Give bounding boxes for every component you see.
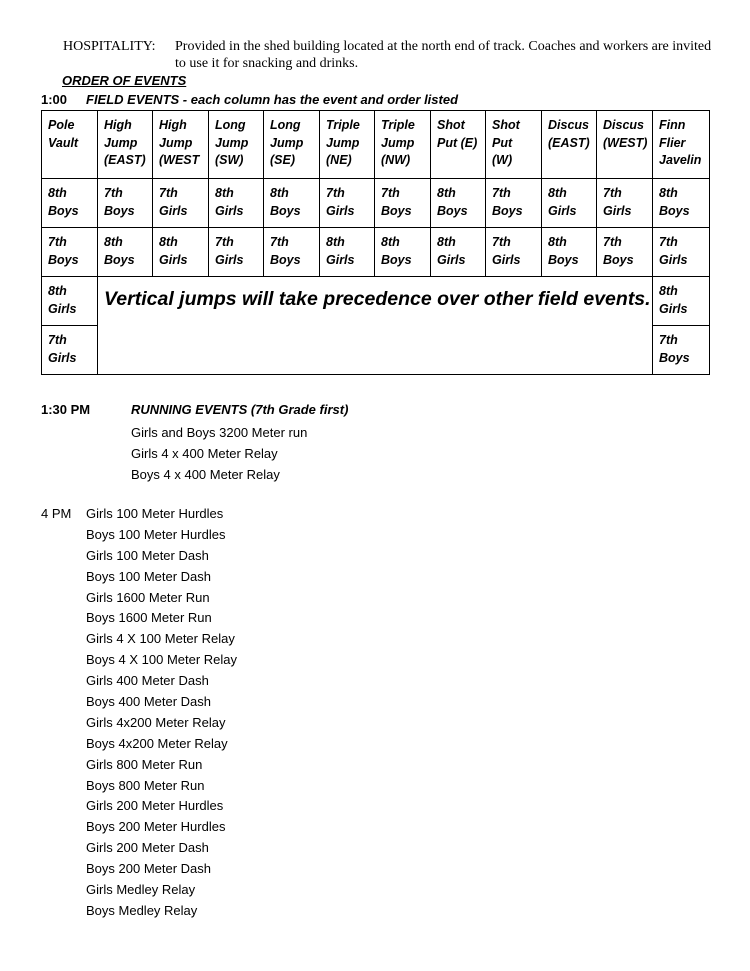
cell-line: Girls [159,252,188,267]
cell-line: (WEST [159,153,200,167]
four-pm-events-list [86,505,237,923]
cell-line: 8th [437,186,456,200]
table-cell [653,326,710,375]
cell-line: Jump [104,135,138,150]
list-item: Girls 200 Meter Dash [86,840,209,856]
cell-line: 8th [437,235,456,249]
list-item: Girls 1600 Meter Run [86,589,210,605]
cell-line: 7th [48,333,67,347]
table-cell [597,179,653,228]
field-events-title: FIELD EVENTS - each column has the event and order listed [86,92,459,107]
cell-line: 7th [603,186,622,200]
cell-line: Put (E) [437,135,478,150]
cell-line: Girls [548,203,577,218]
cell-line: 8th [270,186,289,200]
four-pm-time: 4 PM [41,506,72,521]
cell-line: Girls [659,252,688,267]
cell-line: 7th [270,235,289,249]
cell-line: Discus [603,118,644,132]
cell-line: Boys [492,203,523,218]
list-item: Boys 1600 Meter Run [86,610,212,626]
table-cell [320,179,375,228]
column-header [375,111,431,179]
cell-line: (SW) [215,153,244,167]
cell-line: 8th [104,235,123,249]
list-item: Boys 4 X 100 Meter Relay [86,652,238,668]
cell-line: Boys [104,203,135,218]
cell-line: Boys [104,252,135,267]
running-events-title: RUNNING EVENTS (7th Grade first) [131,402,349,417]
hospitality-text: Provided in the shed building located at the north end of track. Coaches and workers are invited to use it for snacking and drinks. [175,39,712,71]
cell-line: Girls [659,301,688,316]
table-cell [431,179,486,228]
cell-line: 7th [603,235,622,249]
cell-line: 8th [159,235,178,249]
cell-line: Girls [326,252,355,267]
cell-line: Javelin [659,153,702,167]
cell-line: 8th [659,284,678,298]
list-item: Girls 800 Meter Run [86,756,203,772]
cell-line: Boys [270,252,301,267]
cell-line: 8th [215,186,234,200]
cell-line: (EAST) [104,153,146,167]
table-cell [486,179,542,228]
cell-line: Boys [48,252,79,267]
list-item: Boys 4x200 Meter Relay [86,735,228,751]
list-item: Boys 200 Meter Dash [86,861,212,877]
table-cell [542,179,597,228]
cell-line: High [159,118,187,132]
cell-line: Jump [215,135,249,150]
table-row [42,179,710,228]
cell-line: Shot [437,118,465,132]
table-cell [375,179,431,228]
cell-line: 7th [492,235,511,249]
cell-line: 7th [659,333,678,347]
table-cell [542,228,597,277]
cell-line: 7th [381,186,400,200]
cell-line: 7th [492,186,511,200]
cell-line: (EAST) [548,135,590,150]
list-item: Boys 100 Meter Dash [86,568,212,584]
cell-line: 8th [548,186,567,200]
cell-line: Pole [48,118,75,132]
table-cell [209,228,264,277]
column-header [153,111,209,179]
cell-line: Put [492,135,513,150]
table-row [42,277,710,326]
cell-line: Finn [659,118,686,132]
cell-line: Boys [381,252,412,267]
table-header-row [42,111,710,179]
table-cell [597,228,653,277]
cell-line: 7th [104,186,123,200]
list-item: Girls 4 X 100 Meter Relay [86,631,235,647]
field-events-table [41,110,710,375]
list-item: Boys 100 Meter Hurdles [86,526,226,542]
cell-line: 7th [659,235,678,249]
column-header [542,111,597,179]
cell-line: Vault [48,135,79,150]
cell-line: Discus [548,118,589,132]
list-item: Girls 4 x 400 Meter Relay [131,446,278,461]
cell-line: Girls [326,203,355,218]
list-item: Girls 100 Meter Hurdles [86,506,224,521]
cell-line: Triple [326,118,360,132]
cell-line: Jump [381,135,415,150]
cell-line: Girls [437,252,466,267]
cell-line: Boys [603,252,634,267]
cell-line: 8th [48,284,67,298]
column-header [264,111,320,179]
table-cell [42,179,98,228]
cell-line: (W) [492,153,513,167]
cell-line: Girls [492,252,521,267]
list-item: Girls 200 Meter Hurdles [86,798,224,814]
hospitality-label: HOSPITALITY: [63,39,156,54]
table-cell [42,228,98,277]
column-header [597,111,653,179]
table-cell [42,326,98,375]
cell-line: Long [270,118,301,132]
table-cell [375,228,431,277]
table-cell [653,228,710,277]
cell-line: 7th [215,235,234,249]
list-item: Boys 4 x 400 Meter Relay [131,467,280,482]
column-header [653,111,710,179]
list-item: Girls 100 Meter Dash [86,547,209,563]
list-item: Girls and Boys 3200 Meter run [131,425,308,440]
cell-line: Boys [548,252,579,267]
list-item: Girls 400 Meter Dash [86,673,209,689]
table-cell [653,179,710,228]
cell-line: 8th [659,186,678,200]
precedence-note: Vertical jumps will take precedence over other field events. [98,277,653,375]
cell-line: Girls [48,301,77,316]
table-cell [98,228,153,277]
running-events-list [131,422,307,485]
cell-line: Jump [159,135,193,150]
cell-line: Triple [381,118,415,132]
column-header [42,111,98,179]
cell-line: Boys [270,203,301,218]
cell-line: (SE) [270,153,295,167]
table-row [42,228,710,277]
table-cell [431,228,486,277]
cell-line: Flier [659,135,686,150]
cell-line: 7th [159,186,178,200]
cell-line: Girls [159,203,188,218]
column-header [431,111,486,179]
column-header [486,111,542,179]
cell-line: Shot [492,118,520,132]
table-cell [486,228,542,277]
table-cell [209,179,264,228]
list-item: Girls Medley Relay [86,882,196,898]
table-cell [264,228,320,277]
column-header [320,111,375,179]
cell-line: (NE) [326,153,352,167]
cell-line: Girls [215,203,244,218]
cell-line: 8th [326,235,345,249]
cell-line: Girls [48,350,77,365]
cell-line: Girls [215,252,244,267]
cell-line: Boys [437,203,468,218]
cell-line: Boys [381,203,412,218]
cell-line: Jump [270,135,304,150]
table-cell [42,277,98,326]
cell-line: Girls [603,203,632,218]
list-item: Boys Medley Relay [86,902,198,918]
cell-line: High [104,118,132,132]
table-cell [653,277,710,326]
cell-line: Boys [659,350,690,365]
column-header [98,111,153,179]
cell-line: 7th [326,186,345,200]
running-events-time: 1:30 PM [41,402,91,417]
cell-line: 8th [48,186,67,200]
field-events-time: 1:00 [41,92,68,107]
cell-line: Long [215,118,246,132]
cell-line: (NW) [381,153,411,167]
list-item: Boys 400 Meter Dash [86,694,212,710]
table-cell [153,228,209,277]
list-item: Boys 200 Meter Hurdles [86,819,226,835]
cell-line: 7th [48,235,67,249]
table-cell [320,228,375,277]
cell-line: (WEST) [603,135,648,150]
cell-line: Boys [659,203,690,218]
table-cell [264,179,320,228]
cell-line: Boys [48,203,79,218]
cell-line: Jump [326,135,360,150]
column-header [209,111,264,179]
list-item: Boys 800 Meter Run [86,777,205,793]
table-cell [153,179,209,228]
cell-line: 8th [548,235,567,249]
table-cell [98,179,153,228]
list-item: Girls 4x200 Meter Relay [86,714,226,730]
order-of-events-title: ORDER OF EVENTS [62,73,187,88]
cell-line: 8th [381,235,400,249]
